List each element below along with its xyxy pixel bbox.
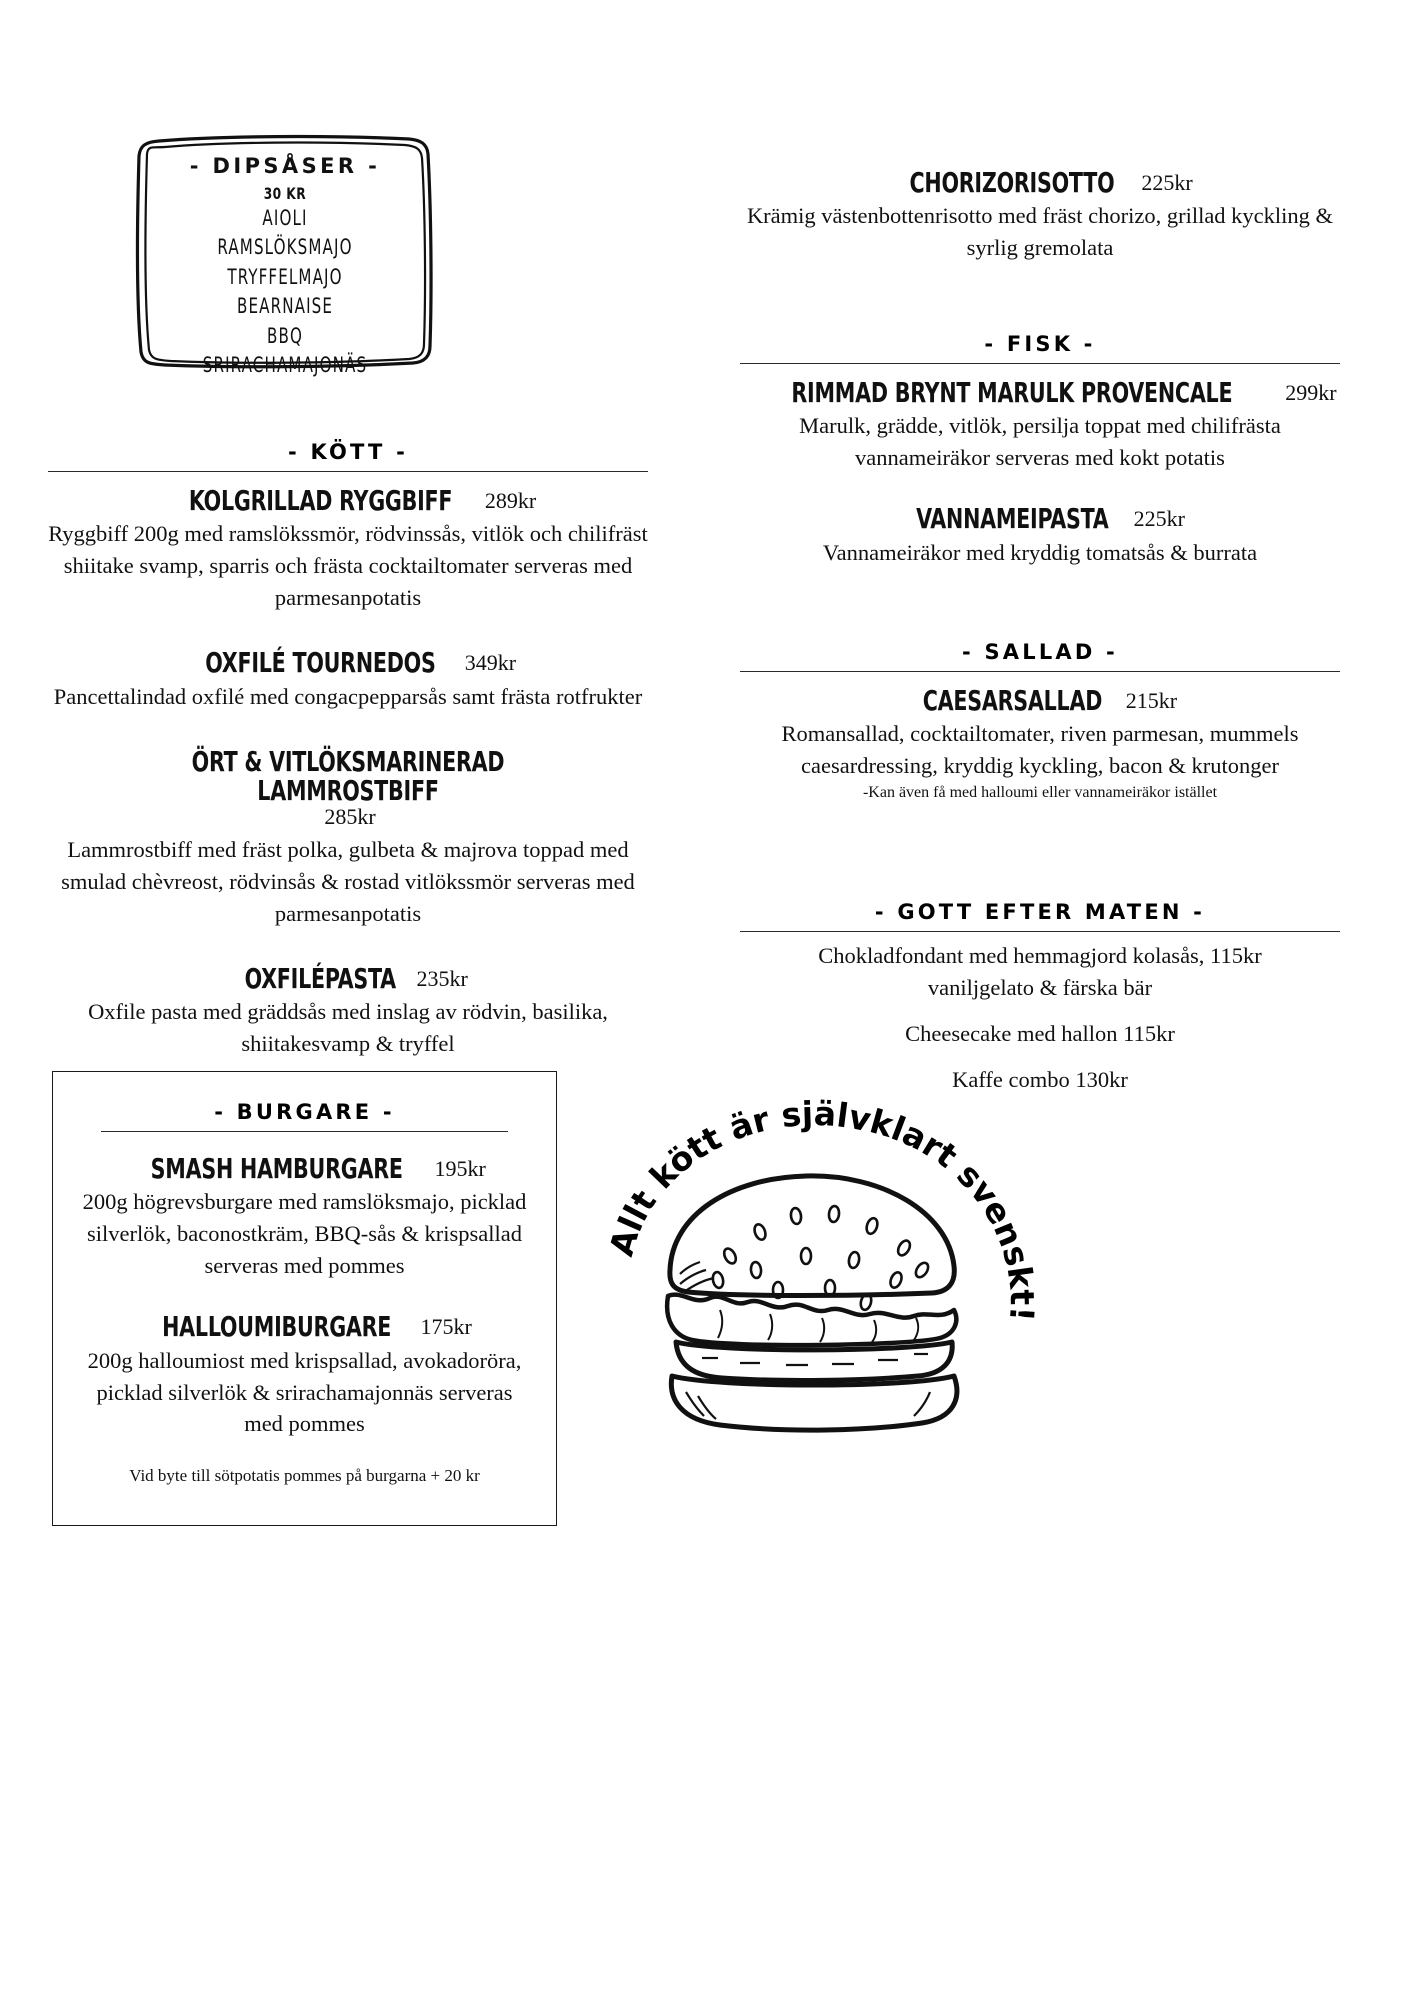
bun-bottom (671, 1376, 957, 1430)
dish-title: ÖRT & VITLÖKSMARINERAD LAMMROSTBIFF (191, 744, 505, 807)
dish-description: Lammrostbiff med fräst polka, gulbeta & majrova toppad med smulad chèvreost, rödvinsås & rostad vitlökssmör serveras med parmesanpotatis (61, 837, 635, 926)
dipsauces-price: 30 KR (263, 184, 307, 203)
dessert-line: vaniljgelato & färska bär (927, 974, 1153, 1000)
dish-title: OXFILÉ TOURNEDOS (205, 646, 436, 680)
dish-note: -Kan även få med halloumi eller vannameiräkor istället (862, 784, 1218, 802)
dish-description: Krämig västenbottenrisotto med fräst chorizo, grillad kyckling & syrlig gremolata (746, 203, 1334, 261)
section-divider (740, 671, 1340, 672)
section-divider (48, 471, 648, 472)
dish-title: KOLGRILLAD RYGGBIFF (188, 484, 453, 517)
dish-description: Vannameiräkor med kryddig tomatsås & burrata (822, 539, 1258, 565)
section-divider (740, 363, 1340, 364)
fish-section (740, 332, 1340, 595)
dish-item (740, 504, 1340, 568)
dish-price: 225kr (1141, 170, 1193, 195)
dish-heading (79, 1154, 530, 1183)
dish-title: HALLOUMIBURGARE (162, 1310, 392, 1344)
dipsauce-item: BBQ (267, 323, 303, 348)
dish-title: CHORIZORISOTTO (909, 166, 1115, 199)
spacer (740, 1050, 1340, 1064)
dish-description: Oxfile pasta med gräddsås med inslag av rödvin, basilika, shiitakesvamp & tryffel (88, 999, 608, 1057)
dish-heading (79, 1310, 530, 1344)
dish-item (48, 744, 648, 930)
dish-heading (48, 486, 648, 515)
dish-item (79, 1154, 530, 1282)
dessert-item: Cheesecake med hallon 115kr (905, 1020, 1175, 1046)
dish-description: Marulk, grädde, vitlök, persilja toppat med chilifrästa vannameiräkor serveras med kokt potatis (799, 413, 1281, 471)
dipsauce-item: RAMSLÖKSMAJO (217, 235, 353, 260)
dipsauce-item: AIOLI (262, 206, 308, 230)
burger-illustration (601, 1093, 1042, 1450)
dish-description: Romansallad, cocktailtomater, riven parmesan, mummels caesardressing, kryddig kyckling, bacon & krutonger (781, 721, 1299, 779)
burger-drawing-icon (601, 1093, 1042, 1450)
section-header-fish: - FISK - (984, 332, 1096, 356)
dessert-section (740, 900, 1340, 1096)
meat-section (48, 440, 648, 1086)
lettuce (667, 1295, 956, 1345)
dish-heading (48, 744, 648, 832)
dessert-line: Chokladfondant med hemmagjord kolasås, 115kr (818, 943, 1262, 968)
dish-heading (48, 646, 648, 680)
dish-price: 235kr (416, 965, 468, 991)
dish-heading (740, 502, 1340, 536)
dish-item (740, 168, 1340, 264)
section-header-meat: - KÖTT - (288, 440, 408, 464)
patty (676, 1342, 952, 1380)
dish-item (79, 1312, 530, 1440)
section-header-burgers: - BURGARE - (214, 1100, 395, 1124)
dish-price: 225kr (1133, 506, 1185, 532)
spacer (740, 1004, 1340, 1018)
handwritten-slogan-text: Allt kött är självklart svenskt! (601, 1093, 1042, 1323)
dish-title: CAESARSALLAD (922, 684, 1103, 717)
dipsauces-box (125, 128, 445, 376)
dish-description: 200g högrevsburgare med ramslöksmajo, picklad silverlök, baconostkräm, BBQ-sås & krispsallad serveras med pommes (82, 1189, 527, 1279)
dish-item (48, 961, 648, 1060)
dish-price: 349kr (464, 650, 517, 676)
dish-item (740, 686, 1340, 802)
burgers-section (52, 1071, 557, 1526)
dish-price: 289kr (484, 488, 537, 513)
dish-heading (740, 168, 1340, 197)
dish-price: 285kr (324, 804, 376, 830)
dish-price: 299kr (1285, 380, 1337, 405)
dish-title: SMASH HAMBURGARE (150, 1152, 403, 1185)
section-header-salad: - SALLAD - (962, 640, 1118, 664)
dish-description: Pancettalindad oxfilé med congacpepparsås samt frästa rotfrukter (53, 683, 643, 709)
section-divider (740, 931, 1340, 932)
dipsauce-item: BEARNAISE (236, 294, 334, 319)
salad-section (740, 640, 1340, 828)
dish-price: 175kr (420, 1314, 472, 1340)
dish-item (48, 486, 648, 614)
dish-title: VANNAMEIPASTA (916, 502, 1109, 536)
dish-heading (740, 378, 1340, 407)
dipsauces-title: - DIPSÅSER - (189, 154, 381, 178)
dish-title: RIMMAD BRYNT MARULK PROVENCALE (791, 376, 1233, 409)
dessert-item: Kaffe combo 130kr (952, 1066, 1128, 1092)
dish-item (48, 648, 648, 712)
burgers-footnote: Vid byte till sötpotatis pommes på burgarna + 20 kr (129, 1466, 480, 1486)
dish-price: 215kr (1125, 688, 1178, 713)
risotto-section (740, 168, 1340, 290)
dish-description: Ryggbiff 200g med ramslökssmör, rödvinssås, vitlök och chilifräst shiitake svamp, sparris och frästa cocktailtomater serveras med parmesanpotatis (48, 521, 648, 611)
dipsauce-item: TRYFFELMAJO (227, 264, 343, 289)
section-header-dessert: - GOTT EFTER MATEN - (874, 900, 1206, 924)
dipsauce-item: SRIRACHAMAJONÄS (202, 352, 368, 377)
dish-price: 195kr (434, 1156, 486, 1181)
dish-heading (740, 686, 1340, 715)
dish-heading (48, 961, 648, 995)
dish-description: 200g halloumiost med krispsallad, avokadoröra, picklad silverlök & srirachamajonnäs serveras med pommes (87, 1347, 522, 1437)
dish-item (740, 378, 1340, 474)
dish-title: OXFILÉPASTA (244, 961, 396, 995)
section-divider (101, 1131, 508, 1132)
